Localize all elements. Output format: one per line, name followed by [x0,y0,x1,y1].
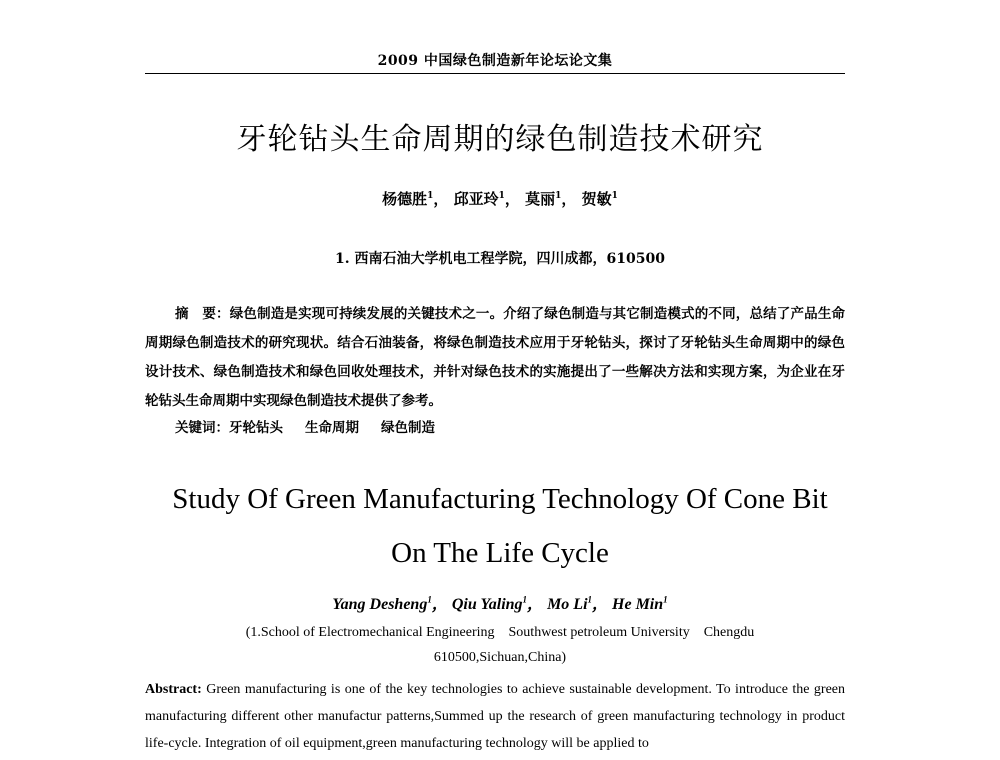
author-name: He Min [612,596,664,613]
english-title-line-2: On The Life Cycle [391,537,609,569]
english-affiliation-line-2: 610500,Sichuan,China) [433,650,567,665]
keyword: 生命周期 [305,420,359,436]
author-name: 贺敏 [581,190,612,208]
english-affiliation [0,620,1000,670]
author-affil-mark: 1 [498,191,505,201]
author-name: 邱亚玲 [453,190,499,208]
chinese-abstract-text: 绿色制造是实现可持续发展的关键技术之一。介绍了绿色制造与其它制造模式的不同，总结了产品生命周期绿色制造技术的研究现状。结合石油装备，将绿色制造技术应用于牙轮钻头，探讨了牙轮钻头生命周期中的绿色设计技术、绿色制造技术和绿色回收处理技术，并针对绿色技术的实施提出了一些解决方法和实现方案，为企业在牙轮钻头生命周期中实现绿色制造技术提供了参考。 [145,306,846,409]
author-affil-mark: 1 [427,594,432,605]
keywords-label: 关键词： [175,420,229,436]
author-affil-mark: 1 [663,594,668,605]
english-abstract-label: Abstract: [145,682,202,697]
author-affil-mark: 1 [555,191,562,201]
running-header: 2009 中国绿色制造新年论坛论文集 [377,53,613,69]
chinese-abstract [145,300,845,416]
chinese-authors: 杨德胜$^1$， 邱亚玲$^1$， 莫丽$^1$， 贺敏$^1$ [382,190,618,208]
author-name: Qiu Yaling [451,596,523,613]
chinese-title: 牙轮钻头生命周期的绿色制造技术研究 [236,122,764,157]
author-affil-mark: 1 [427,191,434,201]
author-name: 杨德胜 [382,190,428,208]
author-affil-mark: 1 [611,191,618,201]
chinese-affiliation: 1. 西南石油大学机电工程学院，四川成都，610500 [335,251,665,267]
english-affiliation-line-1: (1.School of Electromechanical Engineering Southwest petroleum University Chengdu [245,625,755,640]
chinese-abstract-label: 摘 要： [175,306,230,322]
author-affil-mark: 1 [522,594,528,605]
chinese-keywords [175,416,845,436]
author-affil-mark: 1 [587,594,593,605]
author-name: 莫丽 [525,190,556,208]
keyword: 牙轮钻头 [229,420,283,436]
author-name: Mo Li [547,596,588,613]
english-authors: Yang Desheng$^1$， Qiu Yaling$^1$， Mo Li$^1$， He Min$^1$ [332,594,668,613]
english-abstract-text: Green manufacturing is one of the key technologies to achieve sustainable development. To introduce the green manufacturing different other manufactur patterns,Summed up the research of green manufacturing technology in product life-cycle. Integration of oil equipment,green manufacturing technology will be applied to [145,682,846,751]
author-name: Yang Desheng [332,596,428,613]
english-title-line-1: Study Of Green Manufacturing Technology Of Cone Bit [172,483,828,515]
header-rule [145,73,845,74]
keyword: 绿色制造 [381,420,435,436]
english-abstract [145,676,845,757]
english-title [0,472,1000,580]
